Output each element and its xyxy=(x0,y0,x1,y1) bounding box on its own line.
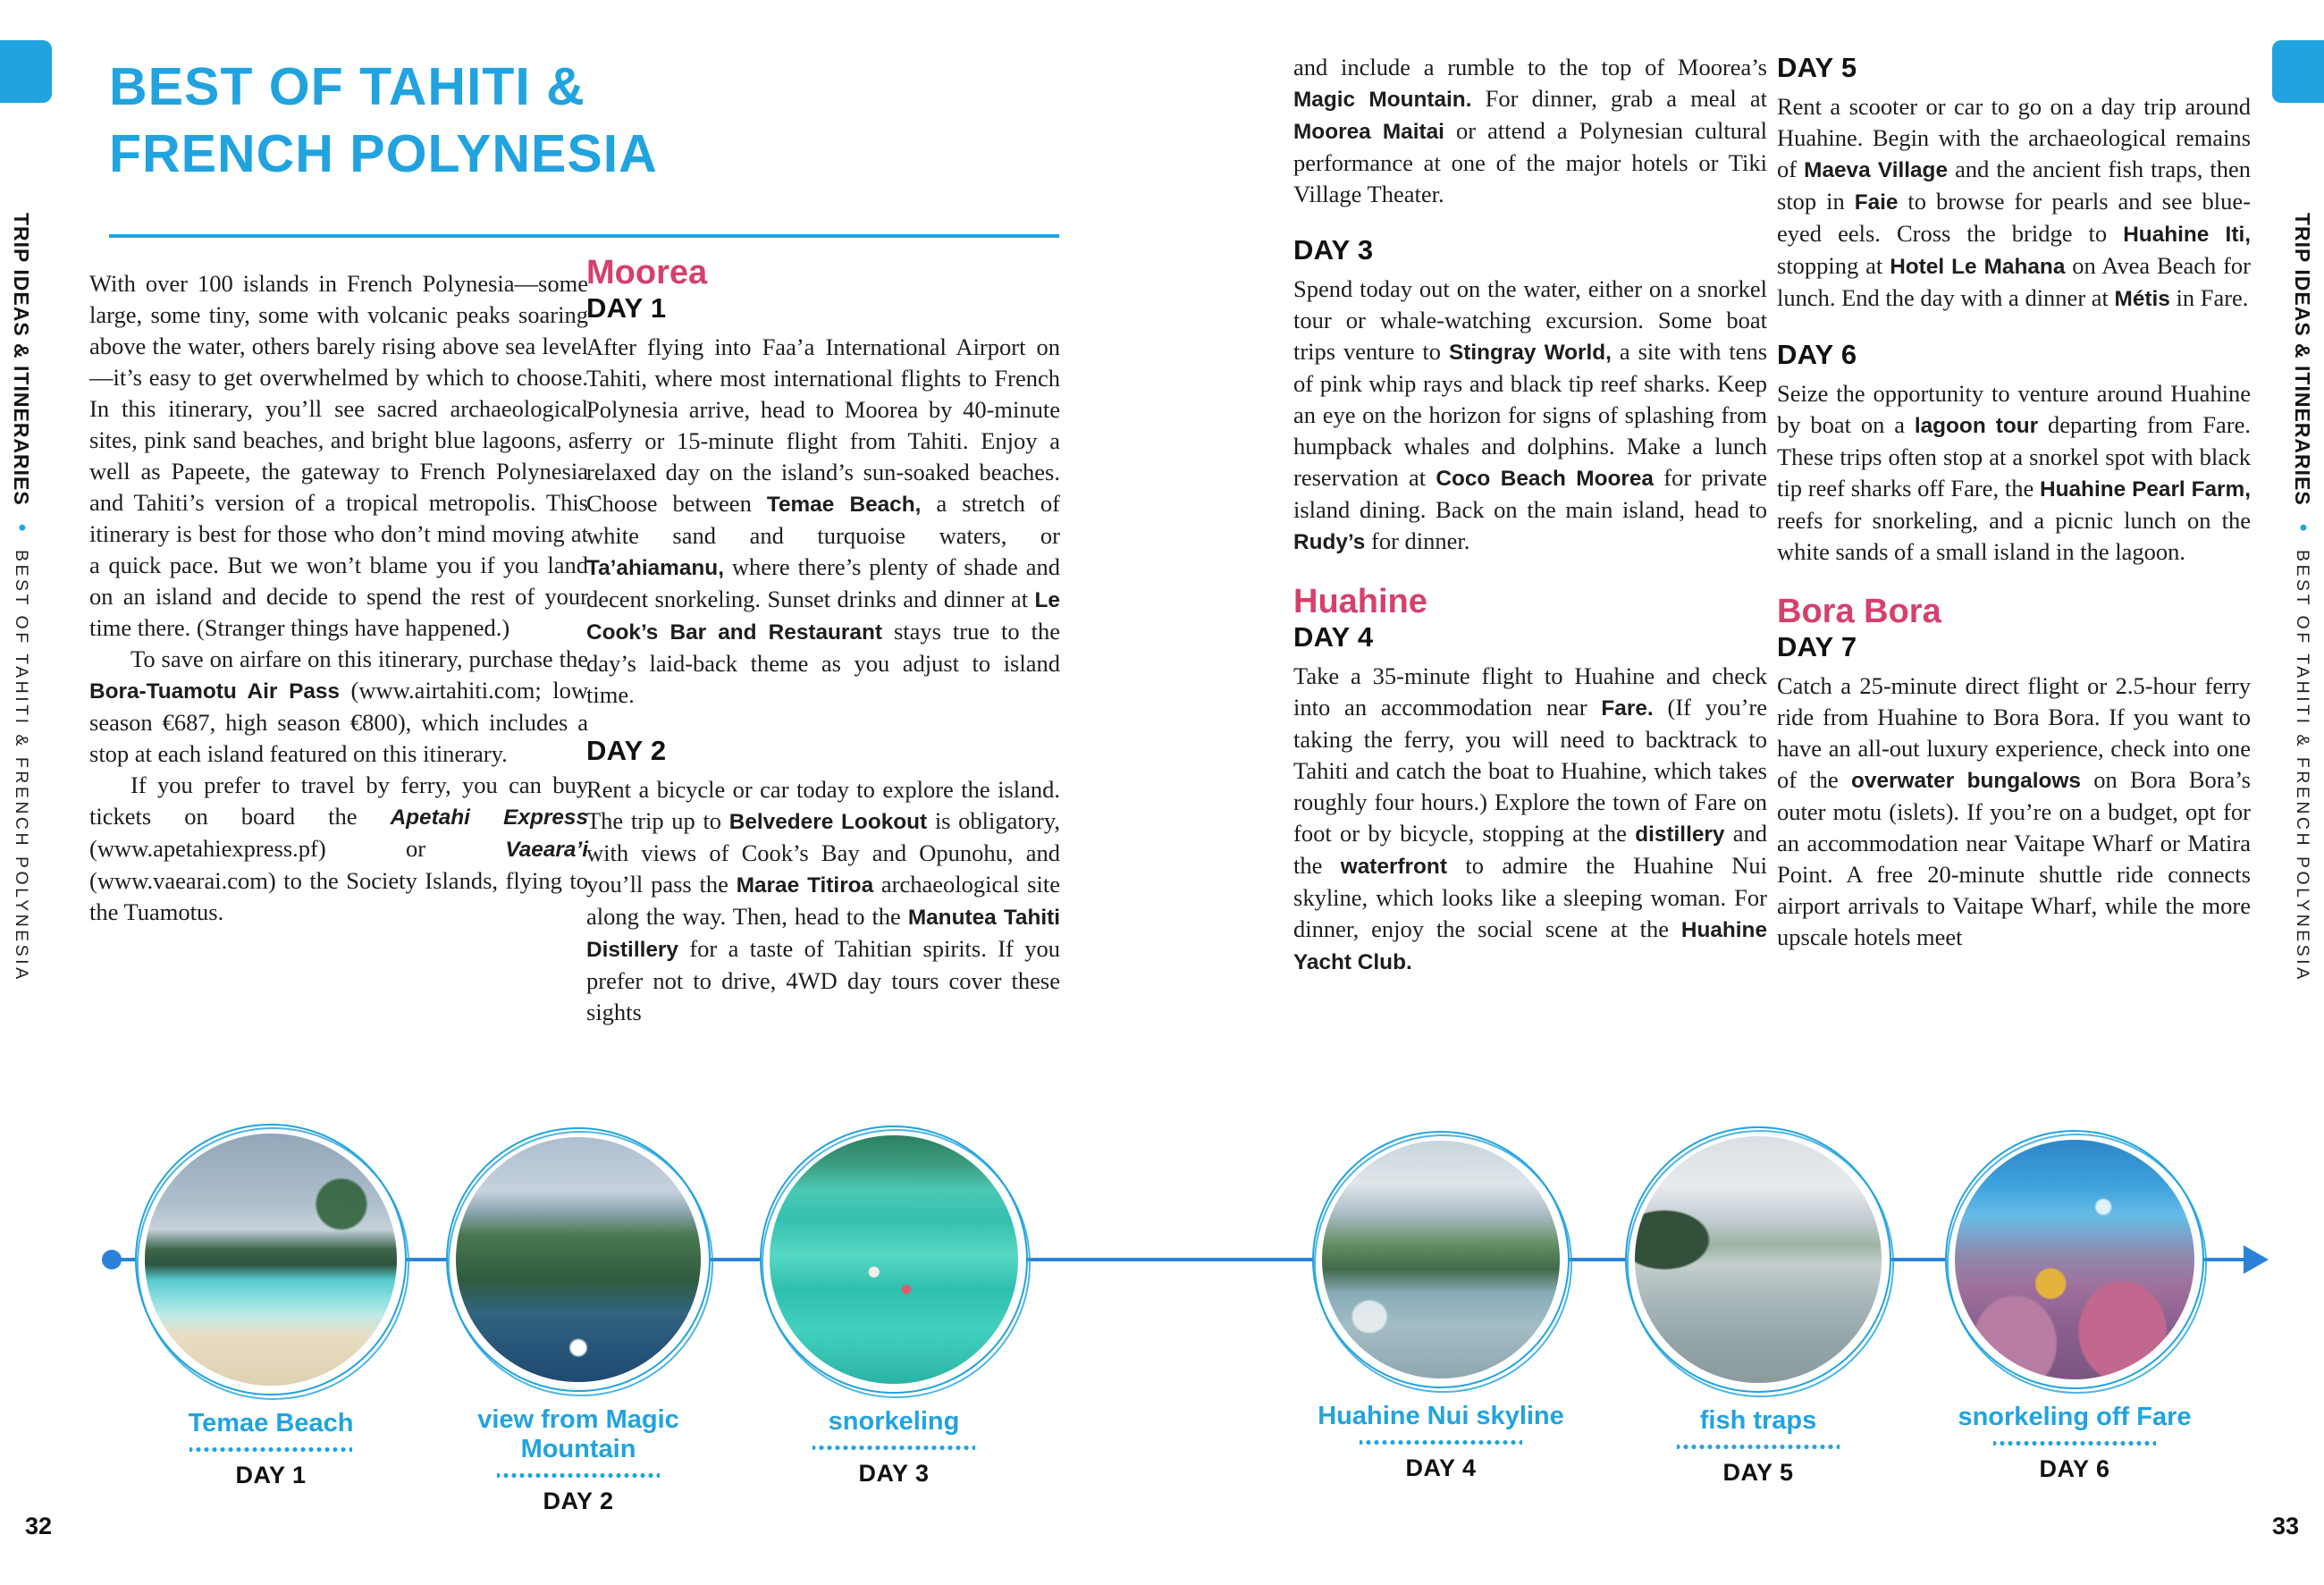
sidebar-bullet-icon: • xyxy=(2291,524,2315,532)
title-rule xyxy=(109,234,1059,238)
left-sidebar-label xyxy=(9,213,34,982)
photo-fish-traps xyxy=(1635,1136,1882,1383)
caption-dotted-rule xyxy=(1993,1440,2156,1446)
right-sidebar-label xyxy=(2290,213,2315,982)
paragraph: To save on airfare on this itinerary, purchase the Bora-Tuamotu Air Pass (www.airtahiti.com; low season €687, high season €800), which includes a stop at each island featured on this itinerary. xyxy=(89,645,588,767)
timeline-caption: Huahine Nui skyline xyxy=(1318,1402,1564,1430)
timeline-day-label: DAY 4 xyxy=(1405,1454,1477,1481)
paragraph: Seize the opportunity to venture around Huahine by boat on a lagoon tour departing from Fare. These trips often stop at a snorkel spot with black tip reef sharks off Fare, the Huahine Pearl Farm, reefs for snorkeling, and a picnic lunch on the white sands of a small island in the lagoon. xyxy=(1777,380,2251,565)
right-edge-tab xyxy=(2272,40,2324,103)
column-moorea-huahine xyxy=(1293,52,1767,978)
timeline-day-label: DAY 6 xyxy=(2039,1455,2110,1482)
day-heading: DAY 7 xyxy=(1777,631,1857,662)
timeline-caption: view from Magic Mountain xyxy=(477,1405,679,1463)
paragraph: If you prefer to travel by ferry, you can buy tickets on board the Apetahi Express (www.apetahiexpress.pf) or Vaeara’i (www.vaearai.com) to the Society Islands, flying to the Tuamotus. xyxy=(89,771,588,925)
timeline-item-magic-mountain xyxy=(417,1127,739,1515)
page-number-left: 32 xyxy=(25,1513,53,1539)
caption-dotted-rule xyxy=(813,1445,975,1451)
day-heading: DAY 3 xyxy=(1293,234,1374,266)
day-heading: DAY 1 xyxy=(586,292,667,324)
caption-dotted-rule xyxy=(1360,1439,1522,1446)
timeline-photo-ring xyxy=(1945,1130,2204,1389)
timeline-day-label: DAY 5 xyxy=(1722,1459,1794,1486)
page-title-line2: FRENCH POLYNESIA xyxy=(109,124,658,183)
timeline-caption: snorkeling xyxy=(828,1407,960,1436)
column-intro xyxy=(89,268,588,928)
sidebar-section-label: TRIP IDEAS & ITINERARIES xyxy=(10,213,33,506)
paragraph: and include a rumble to the top of Moorea’s Magic Mountain. For dinner, grab a meal at Moorea Maitai or attend a Polynesian cultural performance at one of the major hotels or Tiki Village Theater. xyxy=(1293,54,1767,207)
timeline-arrow-icon xyxy=(2244,1245,2269,1274)
sidebar-section-label: TRIP IDEAS & ITINERARIES xyxy=(2291,213,2314,506)
island-heading: Huahine xyxy=(1293,583,1427,620)
paragraph: Catch a 25-minute direct flight or 2.5-hour ferry ride from Huahine to Bora Bora. If you want to have an all-out luxury experience, check into one of the overwater bungalows on Bora Bora’s outer motu (islets). If you’re on a budget, opt for an accommodation near Vaitape Wharf or Matira Point. A free 20-minute shuttle ride connects airport arrivals to Vaitape Wharf, while the more upscale hotels meet xyxy=(1777,672,2251,950)
timeline-day-label: DAY 2 xyxy=(543,1488,614,1514)
paragraph: With over 100 islands in French Polynesia—some large, some tiny, some with volcanic peaks soaring above the water, others barely rising above sea level—it’s easy to get overwhelmed by which to choose. In this itinerary, you’ll see sacred archaeological sites, pink sand beaches, and bright blue lagoons, as well as Papeete, the gateway to French Polynesia and Tahiti’s version of a tropical metropolis. This itinerary is best for those who don’t mind moving at a quick pace. But we won’t blame you if you land on an island and decide to spend the rest of your time there. (Stranger things have happened.) xyxy=(89,270,588,641)
timeline-photo-ring xyxy=(1312,1131,1570,1388)
timeline-caption: snorkeling off Fare xyxy=(1958,1403,2192,1431)
paragraph: Spend today out on the water, either on a snorkel tour or whale-watching excursion. Some boat trips venture to Stingray World, a site with tens of pink whip rays and black tip reef sharks. Keep an eye on the horizon for signs of splashing from humpback whales and dolphins. Make a lunch reservation at Coco Beach Moorea for private island dining. Back on the main island, head to Rudy’s for dinner. xyxy=(1293,275,1768,554)
paragraph: Rent a bicycle or car today to explore the island. The trip up to Belvedere Lookout is obligatory, with views of Cook’s Bay and Opunohu, and you’ll pass the Marae Titiroa archaeological site along the way. Then, head to the Manutea Tahiti Distillery for a taste of Tahitian spirits. If you prefer not to drive, 4WD day tours cover these sights xyxy=(586,776,1060,1025)
column-moorea xyxy=(586,254,1061,1028)
sidebar-chapter-label: BEST OF TAHITI & FRENCH POLYNESIA xyxy=(12,550,31,982)
day-heading: DAY 5 xyxy=(1777,52,1857,83)
timeline-item-snorkeling-off-fare xyxy=(1914,1130,2236,1483)
page-number-right: 33 xyxy=(2271,1513,2299,1539)
caption-dotted-rule xyxy=(1677,1444,1840,1450)
caption-dotted-rule xyxy=(497,1472,660,1479)
column-huahine-borabora xyxy=(1777,52,2251,953)
island-heading: Moorea xyxy=(586,254,708,291)
sidebar-bullet-icon: • xyxy=(10,524,34,532)
photo-temae-beach xyxy=(145,1134,397,1386)
timeline-item-snorkeling xyxy=(733,1126,1055,1488)
left-edge-tab xyxy=(0,40,52,103)
sidebar-chapter-label: BEST OF TAHITI & FRENCH POLYNESIA xyxy=(2293,550,2312,982)
paragraph: Take a 35-minute flight to Huahine and check into an accommodation near Fare. (If you’re taking the ferry, you will need to backtrack to Tahiti and catch the boat to Huahine, which takes roughly four hours.) Explore the town of Fare on foot or by bicycle, stopping at the distillery and the waterfront to admire the Huahine Nui skyline, which looks like a sleeping woman. For dinner, enjoy the social scene at the Huahine Yacht Club. xyxy=(1293,662,1768,974)
photo-view-from-magic-mountain xyxy=(456,1137,701,1382)
day-heading: DAY 4 xyxy=(1293,621,1374,653)
photo-snorkeling-off-fare xyxy=(1955,1140,2194,1379)
timeline-photo-ring xyxy=(446,1127,711,1392)
paragraph: Rent a scooter or car to go on a day trip around Huahine. Begin with the archaeological remains of Maeva Village and the ancient fish traps, then stop in Faie to browse for pearls and see blue-eyed eels. Cross the bridge to Huahine Iti, stopping at Hotel Le Mahana on Avea Beach for lunch. End the day with a dinner at Métis in Fare. xyxy=(1777,93,2252,311)
paragraph: After flying into Faa’a International Airport on Tahiti, where most international flights to French Polynesia arrive, head to Moorea by 40-minute ferry or 15-minute flight from Tahiti. Enjoy a relaxed day on the island’s sun-soaked beaches. Choose between Temae Beach, a stretch of white sand and turquoise waters, or Ta’ahiamanu, where there’s plenty of shade and decent snorkeling. Sunset drinks and dinner at Le Cook’s Bar and Restaurant stays true to the day’s laid-back theme as you adjust to island time. xyxy=(586,333,1061,708)
timeline-day-label: DAY 1 xyxy=(235,1462,307,1488)
timeline-photo-ring xyxy=(1625,1126,1891,1393)
page-title xyxy=(109,54,658,188)
timeline-caption: fish traps xyxy=(1699,1406,1817,1435)
timeline-photo-ring xyxy=(760,1126,1028,1394)
timeline-item-fish-traps xyxy=(1597,1126,1919,1487)
timeline-item-temae-beach xyxy=(110,1124,432,1489)
day-heading: DAY 6 xyxy=(1777,339,1857,370)
timeline-day-label: DAY 3 xyxy=(858,1460,930,1487)
timeline-item-huahine-nui-skyline xyxy=(1280,1131,1602,1482)
page-title-line1: BEST OF TAHITI & xyxy=(109,57,585,116)
photo-snorkeling xyxy=(770,1135,1018,1384)
day-heading: DAY 2 xyxy=(586,735,667,766)
island-heading: Bora Bora xyxy=(1777,593,1941,630)
timeline-caption: Temae Beach xyxy=(188,1409,354,1437)
timeline-photo-ring xyxy=(135,1124,407,1395)
caption-dotted-rule xyxy=(189,1446,352,1453)
photo-huahine-nui-skyline xyxy=(1322,1141,1560,1378)
